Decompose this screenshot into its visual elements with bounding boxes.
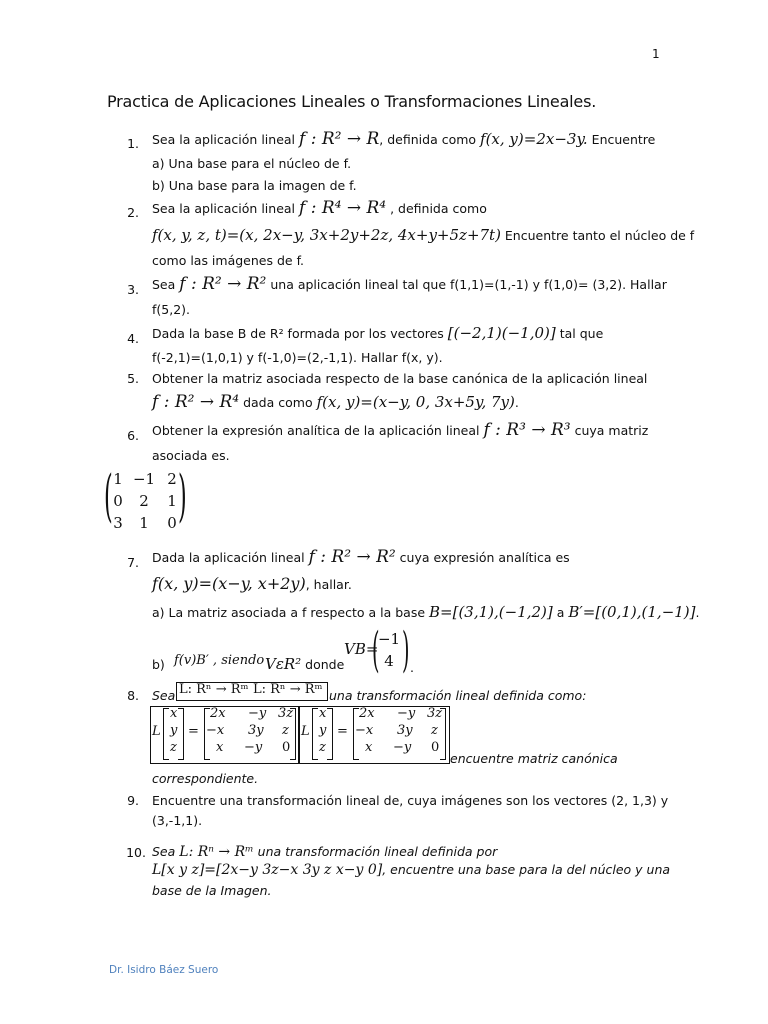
problem-4-line: Dada la base B de R² formada por los vectores [(−2,1)(−1,0)] tal que xyxy=(152,324,604,342)
vector-bracket-left xyxy=(163,708,169,760)
problem-7-def: f(x, y)=(x−y, x+2y), hallar. xyxy=(152,574,352,593)
vector-cell: y xyxy=(170,723,178,738)
vector-cell: z xyxy=(170,740,177,755)
page-title: Practica de Aplicaciones Lineales o Transformaciones Lineales. xyxy=(107,92,597,111)
matrix-cell: 3z xyxy=(427,706,443,721)
L-symbol: L xyxy=(301,724,310,739)
matrix-cell: 2x xyxy=(359,706,375,721)
vector-cell: y xyxy=(319,723,327,738)
problem-3-line2: f(5,2). xyxy=(152,302,191,317)
problem-9-line2: (3,-1,1). xyxy=(152,813,203,828)
problem-7-sub-b: b) xyxy=(152,657,165,672)
matrix-cell: −y xyxy=(393,740,412,755)
problem-7-line: Dada la aplicación lineal f : R² → R² cuya expresión analítica es xyxy=(152,547,570,567)
problem-8-post2: encuentre matriz canónica xyxy=(450,751,618,766)
matrix-cell: −y xyxy=(244,740,263,755)
problem-4-line2: f(-2,1)=(1,0,1) y f(-1,0)=(2,-1,1). Hallar f(x, y). xyxy=(152,350,443,365)
problem-8-equation xyxy=(150,706,446,762)
matrix-cell: 0 xyxy=(431,740,440,755)
equals-sign: = xyxy=(337,724,348,739)
problem-10-line: Sea L: Rⁿ → Rᵐ una transformación lineal definida por xyxy=(152,844,498,860)
problem-5-number: 5. xyxy=(127,371,139,386)
matrix-cell: 0 xyxy=(282,740,291,755)
matrix-cell: 0 xyxy=(113,492,123,510)
problem-1-line: Sea la aplicación lineal f : R² → R, definida como f(x, y)=2x−3y. Encuentre xyxy=(152,129,656,149)
problem-2-def: f(x, y, z, t)=(x, 2x−y, 3x+2y+2z, 4x+y+5z+7t) Encuentre tanto el núcleo de f xyxy=(152,226,695,244)
problem-8-map-box xyxy=(176,682,328,701)
vector-cell: z xyxy=(319,740,326,755)
matrix-cell: 1 xyxy=(139,514,149,532)
problem-6-line: Obtener la expresión analítica de la aplicación lineal f : R³ → R³ cuya matriz xyxy=(152,420,649,440)
problem-7-sub-b-expr: f(v)B′ , siendo xyxy=(174,653,265,668)
problem-9-line1: Encuentre una transformación lineal de, cuya imágenes son los vectores (2, 1,3) y xyxy=(152,793,669,808)
problem-6-number: 6. xyxy=(127,428,139,443)
problem-2-line3: como las imágenes de f. xyxy=(152,253,305,268)
matrix-cell: 1 xyxy=(167,492,177,510)
L-symbol: L xyxy=(152,724,161,739)
vector-cell: −1 xyxy=(377,630,401,648)
vector-cell: x xyxy=(170,706,178,721)
problem-1-sub-a: a) Una base para el núcleo de f. xyxy=(152,156,352,171)
vector-cell: 4 xyxy=(384,652,394,670)
problem-5-line2: f : R² → R⁴ dada como f(x, y)=(x−y, 0, 3x+5y, 7y). xyxy=(152,392,519,412)
matrix-right-paren: ) xyxy=(178,464,187,529)
problem-10-def: L[x y z]=[2x−y 3z−x 3y z x−y 0], encuentre una base para la del núcleo y una xyxy=(152,862,671,878)
map-expr: L: Rⁿ → Rᵐ xyxy=(179,682,249,697)
matrix-cell: 0 xyxy=(167,514,177,532)
problem-10-line3: base de la Imagen. xyxy=(152,883,272,898)
matrix-cell: 1 xyxy=(113,470,123,488)
problem-3-number: 3. xyxy=(127,282,139,297)
problem-4-number: 4. xyxy=(127,331,139,346)
matrix-cell: 3z xyxy=(278,706,294,721)
matrix-cell: 2 xyxy=(167,470,177,488)
matrix-cell: x xyxy=(365,740,373,755)
problem-8-number: 8. xyxy=(127,688,139,703)
matrix-cell: 2 xyxy=(139,492,149,510)
matrix-cell: x xyxy=(216,740,224,755)
problem-2-number: 2. xyxy=(127,205,139,220)
matrix-cell: −x xyxy=(206,723,225,738)
matrix-cell: −y xyxy=(248,706,267,721)
problem-6-line2: asociada es. xyxy=(152,448,230,463)
problem-7-vb: VB= xyxy=(344,640,379,658)
problem-1-number: 1. xyxy=(127,136,139,151)
matrix-cell: 3y xyxy=(397,723,413,738)
problem-7-period: . xyxy=(410,660,414,675)
problem-7-space: VεR² donde xyxy=(265,655,345,673)
equals-sign: = xyxy=(188,724,199,739)
problem-8-post: una transformación lineal definida como: xyxy=(329,688,587,703)
footer-author: Dr. Isidro Báez Suero xyxy=(109,964,219,976)
matrix-cell: −1 xyxy=(132,470,156,488)
matrix-left-paren: ( xyxy=(104,464,113,529)
problem-8-sea: Sea xyxy=(152,688,176,703)
matrix-cell: 3 xyxy=(113,514,123,532)
page-number: 1 xyxy=(652,47,660,61)
problem-9-number: 9. xyxy=(127,793,139,808)
matrix-cell: z xyxy=(431,723,438,738)
vector-bracket-left xyxy=(312,708,318,760)
matrix-bracket-right xyxy=(290,708,296,760)
problem-7-vb-vector xyxy=(372,622,412,678)
matrix-cell: 2x xyxy=(210,706,226,721)
vector-bracket-right xyxy=(327,708,333,760)
problem-6-matrix xyxy=(104,466,190,536)
problem-2-line: Sea la aplicación lineal f : R⁴ → R⁴ , definida como xyxy=(152,198,487,218)
matrix-cell: z xyxy=(282,723,289,738)
problem-7-sub-a: a) La matriz asociada a f respecto a la base B=[(3,1),(−1,2)] a B′=[(0,1),(1,−1)]. xyxy=(152,603,700,621)
problem-5-line1: Obtener la matriz asociada respecto de la base canónica de la aplicación lineal xyxy=(152,371,648,386)
map-expr: L: Rⁿ → Rᵐ xyxy=(253,682,323,697)
problem-7-number: 7. xyxy=(127,555,139,570)
vector-right-paren: ) xyxy=(402,622,410,678)
problem-10-number: 10. xyxy=(126,845,146,860)
problem-8-line3: correspondiente. xyxy=(152,771,259,786)
vector-left-paren: ( xyxy=(372,622,380,678)
matrix-cell: −y xyxy=(397,706,416,721)
matrix-cell: 3y xyxy=(248,723,264,738)
vector-bracket-right xyxy=(178,708,184,760)
vector-cell: x xyxy=(319,706,327,721)
problem-1-sub-b: b) Una base para la imagen de f. xyxy=(152,178,357,193)
matrix-cell: −x xyxy=(355,723,374,738)
problem-3-line: Sea f : R² → R² una aplicación lineal tal que f(1,1)=(1,-1) y f(1,0)= (3,2). Hallar xyxy=(152,274,667,294)
matrix-bracket-right xyxy=(440,708,446,760)
